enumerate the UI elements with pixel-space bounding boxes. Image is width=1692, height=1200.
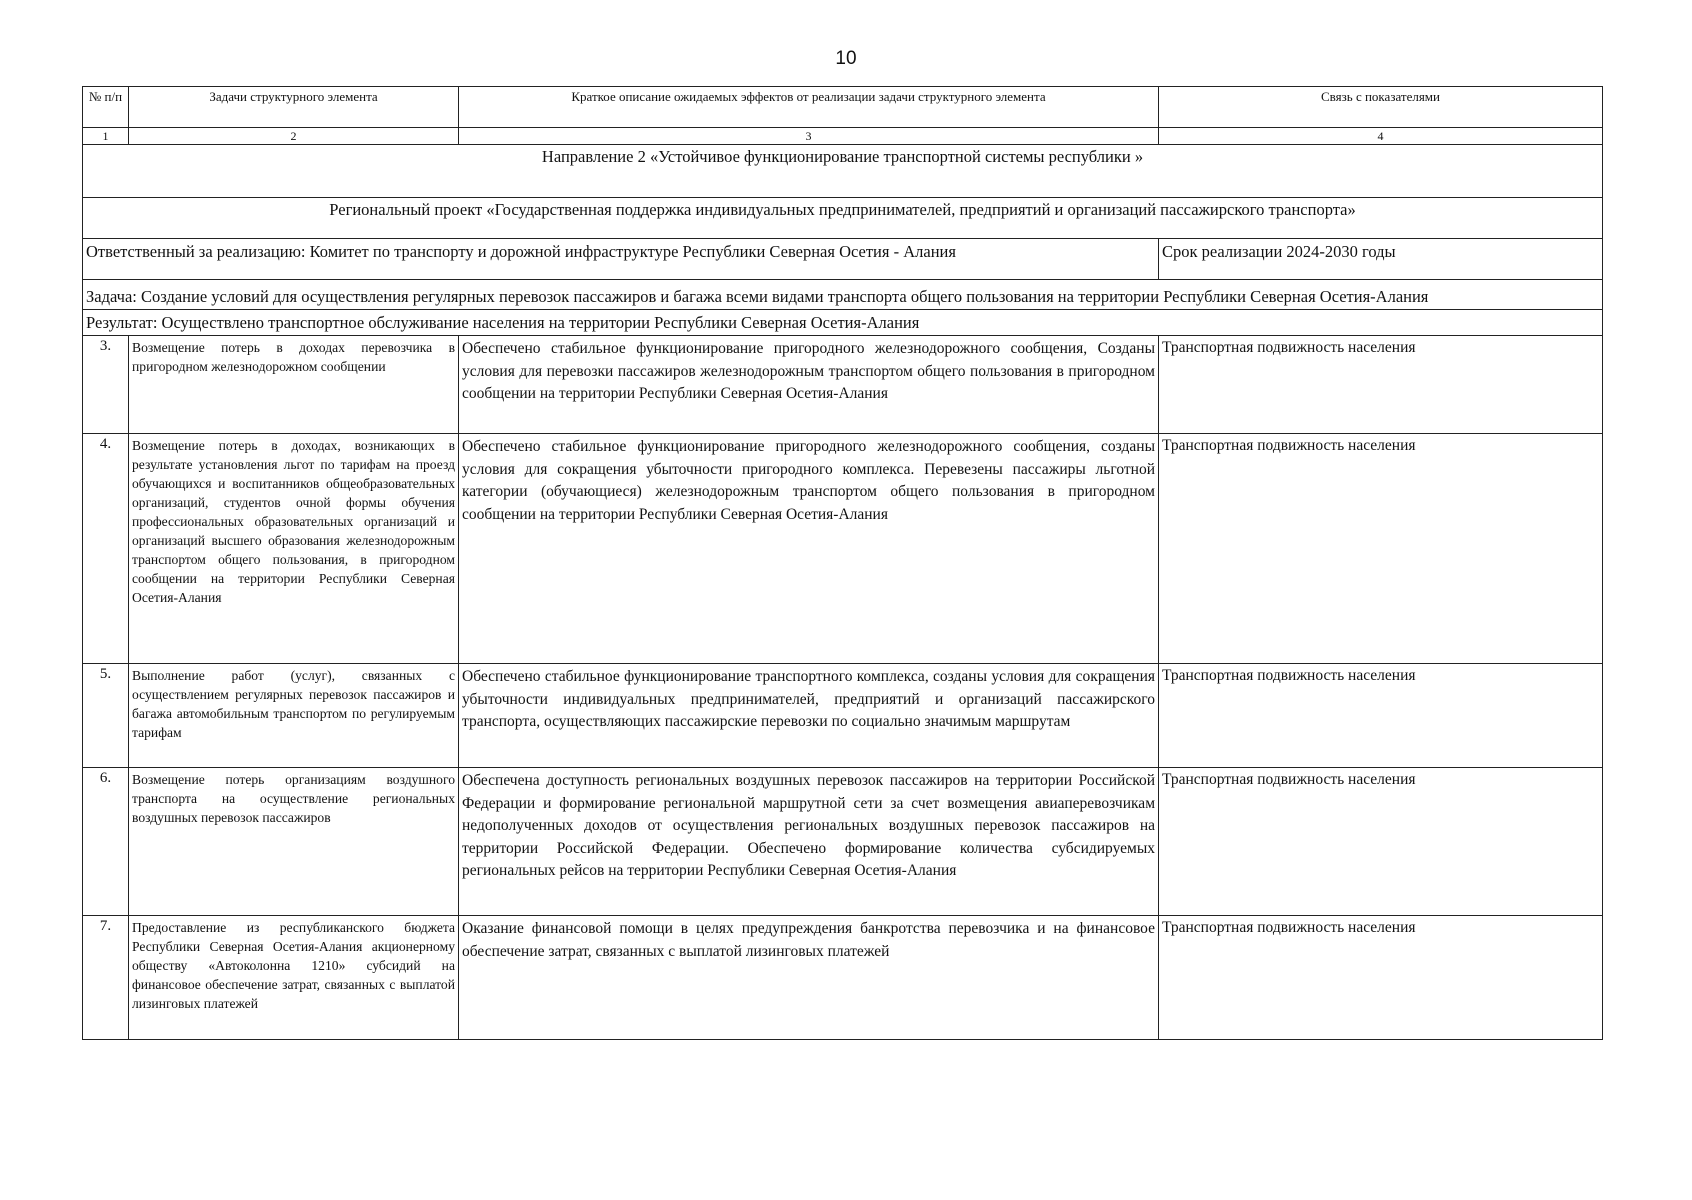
direction-title: Направление 2 «Устойчивое функционирование транспортной системы республики » [83,145,1603,198]
table-row [83,434,1603,664]
structural-elements-table [82,86,1603,1040]
header-link: Связь с показателями [1159,87,1603,128]
row-task: Возмещение потерь в доходах, возникающих в результате установления льгот по тарифам на проезд обучающихся и воспитанников общеобразовательных организаций, студентов очной формы обучения профессиональных образовательных организаций и организаций высшего образования железнодорожным транспортом общего пользования, в пригородном сообщении на территории Республики Северная Осетия-Алания [129,434,459,664]
objective-text: Задача: Создание условий для осуществления регулярных перевозок пассажиров и багажа всеми видами транспорта общего пользования на территории Республики Северная Осетия-Алания [83,280,1603,310]
result-text: Результат: Осуществлено транспортное обслуживание населения на территории Республики Северная Осетия-Алания [83,310,1603,336]
page-number: 10 [835,48,857,69]
row-number: 4. [83,434,129,664]
objective-row [83,280,1603,310]
column-number: 2 [129,128,459,145]
row-number: 5. [83,664,129,768]
row-task: Возмещение потерь организациям воздушного транспорта на осуществление региональных воздушных перевозок пассажиров [129,768,459,916]
table-header-row [83,87,1603,128]
row-effect: Обеспечена доступность региональных воздушных перевозок пассажиров на территории Российской Федерации и формирование региональной маршрутной сети за счет возмещения авиаперевозчикам недополученных доходов от осуществления региональных воздушных перевозок пассажиров на территории Российской Федерации. Обеспечено формирование количества субсидируемых региональных рейсов на территории Республики Северная Осетия-Алания [459,768,1159,916]
row-effect: Оказание финансовой помощи в целях предупреждения банкротства перевозчика и на финансовое обеспечение затрат, связанных с выплатой лизинговых платежей [459,916,1159,1040]
row-task: Предоставление из республиканского бюджета Республики Северная Осетия-Алания акционерному обществу «Автоколонна 1210» субсидий на финансовое обеспечение затрат, связанных с выплатой лизинговых платежей [129,916,459,1040]
row-effect: Обеспечено стабильное функционирование транспортного комплекса, созданы условия для сокращения убыточности индивидуальных предпринимателей, предприятий и организаций пассажирского транспорта, осуществляющих пассажирские перевозки по социально значимым маршрутам [459,664,1159,768]
table-row [83,664,1603,768]
header-task: Задачи структурного элемента [129,87,459,128]
row-indicator-link: Транспортная подвижность населения [1159,664,1603,768]
column-number: 4 [1159,128,1603,145]
row-number: 6. [83,768,129,916]
column-number-row [83,128,1603,145]
project-title: Региональный проект «Государственная поддержка индивидуальных предпринимателей, предприятий и организаций пассажирского транспорта» [83,198,1603,239]
table-row [83,768,1603,916]
row-task: Выполнение работ (услуг), связанных с осуществлением регулярных перевозок пассажиров и багажа автомобильным транспортом по регулируемым тарифам [129,664,459,768]
term-text: Срок реализации 2024-2030 годы [1159,239,1603,280]
table-row [83,916,1603,1040]
row-task: Возмещение потерь в доходах перевозчика в пригородном железнодорожном сообщении [129,336,459,434]
row-effect: Обеспечено стабильное функционирование пригородного железнодорожного сообщения, созданы условия для сокращения убыточности пригородного комплекса. Перевезены пассажиры льготной категории (обучающиеся) железнодорожным транспортом общего пользования в пригородном сообщении на территории Республики Северная Осетия-Алания [459,434,1159,664]
row-indicator-link: Транспортная подвижность населения [1159,768,1603,916]
row-number: 7. [83,916,129,1040]
responsible-text: Ответственный за реализацию: Комитет по транспорту и дорожной инфраструктуре Республики Северная Осетия - Алания [83,239,1159,280]
project-row [83,198,1603,239]
column-number: 1 [83,128,129,145]
row-indicator-link: Транспортная подвижность населения [1159,336,1603,434]
column-number: 3 [459,128,1159,145]
header-num: № п/п [83,87,129,128]
row-effect: Обеспечено стабильное функционирование пригородного железнодорожного сообщения, Созданы условия для перевозки пассажиров железнодорожным транспортом общего пользования в пригородном сообщении на территории Республики Северная Осетия-Алания [459,336,1159,434]
direction-row [83,145,1603,198]
row-indicator-link: Транспортная подвижность населения [1159,434,1603,664]
row-indicator-link: Транспортная подвижность населения [1159,916,1603,1040]
header-effect: Краткое описание ожидаемых эффектов от реализации задачи структурного элемента [459,87,1159,128]
table-row [83,336,1603,434]
responsible-row [83,239,1603,280]
row-number: 3. [83,336,129,434]
result-row [83,310,1603,336]
